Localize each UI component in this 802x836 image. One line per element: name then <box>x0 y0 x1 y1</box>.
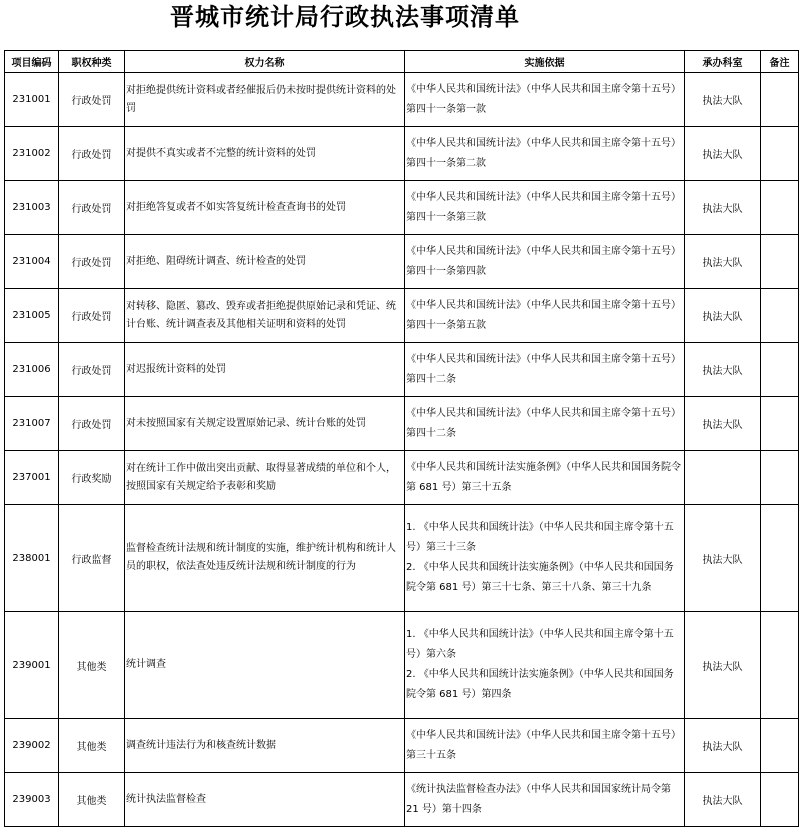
remarks <box>761 289 799 343</box>
responsible-office <box>685 451 761 505</box>
table-row <box>5 181 799 235</box>
remarks <box>761 773 799 827</box>
authority-kind: 行政处罚 <box>59 343 125 397</box>
responsible-office: 执法大队 <box>685 773 761 827</box>
responsible-office: 执法大队 <box>685 397 761 451</box>
item-code: 231006 <box>5 343 59 397</box>
table-row <box>5 719 799 773</box>
legal-basis <box>405 451 685 505</box>
responsible-office: 执法大队 <box>685 612 761 719</box>
authority-kind: 其他类 <box>59 719 125 773</box>
authority-kind: 行政监督 <box>59 505 125 612</box>
legal-basis-line: 《中华人民共和国统计法》（中华人民共和国主席令第十五号）第三十五条 <box>406 729 681 761</box>
page-title: 晋城市统计局行政执法事项清单 <box>170 2 520 31</box>
authority-name: 对拒绝提供统计资料或者经催报后仍未按时提供统计资料的处罚 <box>125 73 405 127</box>
authority-name: 对拒绝答复或者不如实答复统计检查查询书的处罚 <box>125 181 405 235</box>
legal-basis <box>405 127 685 181</box>
remarks <box>761 505 799 612</box>
authority-name: 对转移、隐匿、篡改、毁弃或者拒绝提供原始记录和凭证、统计台账、统计调查表及其他相关证明和资料的处罚 <box>125 289 405 343</box>
table-row <box>5 127 799 181</box>
responsible-office: 执法大队 <box>685 181 761 235</box>
item-code: 231007 <box>5 397 59 451</box>
item-code: 231004 <box>5 235 59 289</box>
legal-basis <box>405 181 685 235</box>
header-office: 承办科室 <box>685 51 761 73</box>
responsible-office: 执法大队 <box>685 235 761 289</box>
legal-basis-line: 《中华人民共和国统计法》（中华人民共和国主席令第十五号）第四十一条第二款 <box>406 137 681 169</box>
responsible-office: 执法大队 <box>685 289 761 343</box>
table-header-row <box>5 51 799 73</box>
header-note: 备注 <box>761 51 799 73</box>
table-row <box>5 235 799 289</box>
table-row <box>5 612 799 719</box>
table-row <box>5 343 799 397</box>
item-code: 239002 <box>5 719 59 773</box>
legal-basis-line: 1. 《中华人民共和国统计法》（中华人民共和国主席令第十五号）第三十三条 <box>406 522 674 553</box>
legal-basis-line: 《中华人民共和国统计法》（中华人民共和国主席令第十五号）第四十一条第一款 <box>406 83 681 115</box>
authority-name: 对未按照国家有关规定设置原始记录、统计台账的处罚 <box>125 397 405 451</box>
legal-basis-line: 《中华人民共和国统计法》（中华人民共和国主席令第十五号）第四十二条 <box>406 407 681 439</box>
item-code: 231005 <box>5 289 59 343</box>
item-code: 231003 <box>5 181 59 235</box>
header-name: 权力名称 <box>125 51 405 73</box>
legal-basis-line: 《中华人民共和国统计法实施条例》（中华人民共和国国务院令第 681 号）第三十五条 <box>406 461 681 493</box>
responsible-office: 执法大队 <box>685 127 761 181</box>
enforcement-items-table <box>4 50 799 827</box>
authority-name: 监督检查统计法规和统计制度的实施，维护统计机构和统计人员的职权，依法查处违反统计法规和统计制度的行为 <box>125 505 405 612</box>
legal-basis <box>405 505 685 612</box>
authority-name: 对在统计工作中做出突出贡献、取得显著成绩的单位和个人，按照国家有关规定给予表彰和奖励 <box>125 451 405 505</box>
authority-name: 对提供不真实或者不完整的统计资料的处罚 <box>125 127 405 181</box>
legal-basis-line: 《统计执法监督检查办法》（中华人民共和国国家统计局令第 21 号）第十四条 <box>406 783 671 815</box>
authority-kind: 行政处罚 <box>59 181 125 235</box>
legal-basis <box>405 612 685 719</box>
remarks <box>761 181 799 235</box>
item-code: 239001 <box>5 612 59 719</box>
remarks <box>761 397 799 451</box>
remarks <box>761 73 799 127</box>
legal-basis <box>405 343 685 397</box>
table-row <box>5 451 799 505</box>
remarks <box>761 235 799 289</box>
legal-basis-line: 2. 《中华人民共和国统计法实施条例》（中华人民共和国国务院令第 681 号）第三十七条、第三十八条、第三十九条 <box>406 562 674 593</box>
table-row <box>5 397 799 451</box>
responsible-office: 执法大队 <box>685 73 761 127</box>
legal-basis <box>405 719 685 773</box>
legal-basis <box>405 773 685 827</box>
header-code: 项目编码 <box>5 51 59 73</box>
authority-kind: 其他类 <box>59 612 125 719</box>
header-basis: 实施依据 <box>405 51 685 73</box>
authority-kind: 行政处罚 <box>59 235 125 289</box>
legal-basis <box>405 289 685 343</box>
authority-name: 调查统计违法行为和核查统计数据 <box>125 719 405 773</box>
legal-basis-line: 《中华人民共和国统计法》（中华人民共和国主席令第十五号）第四十二条 <box>406 353 681 385</box>
remarks <box>761 612 799 719</box>
legal-basis-line: 《中华人民共和国统计法》（中华人民共和国主席令第十五号）第四十一条第五款 <box>406 299 681 331</box>
authority-kind: 行政处罚 <box>59 397 125 451</box>
remarks <box>761 343 799 397</box>
authority-kind: 其他类 <box>59 773 125 827</box>
item-code: 238001 <box>5 505 59 612</box>
item-code: 237001 <box>5 451 59 505</box>
legal-basis <box>405 73 685 127</box>
item-code: 231002 <box>5 127 59 181</box>
item-code: 231001 <box>5 73 59 127</box>
authority-kind: 行政奖励 <box>59 451 125 505</box>
header-kind: 职权种类 <box>59 51 125 73</box>
remarks <box>761 451 799 505</box>
legal-basis-line: 2. 《中华人民共和国统计法实施条例》（中华人民共和国国务院令第 681 号）第四条 <box>406 669 674 700</box>
legal-basis-line: 1. 《中华人民共和国统计法》（中华人民共和国主席令第十五号）第六条 <box>406 629 674 660</box>
remarks <box>761 719 799 773</box>
authority-name: 对拒绝、阻碍统计调查、统计检查的处罚 <box>125 235 405 289</box>
legal-basis <box>405 397 685 451</box>
item-code: 239003 <box>5 773 59 827</box>
authority-name: 对迟报统计资料的处罚 <box>125 343 405 397</box>
authority-kind: 行政处罚 <box>59 73 125 127</box>
legal-basis-line: 《中华人民共和国统计法》（中华人民共和国主席令第十五号）第四十一条第四款 <box>406 245 681 277</box>
authority-name: 统计调查 <box>125 612 405 719</box>
authority-name: 统计执法监督检查 <box>125 773 405 827</box>
table-row <box>5 773 799 827</box>
authority-kind: 行政处罚 <box>59 127 125 181</box>
responsible-office: 执法大队 <box>685 343 761 397</box>
legal-basis <box>405 235 685 289</box>
authority-kind: 行政处罚 <box>59 289 125 343</box>
table-row <box>5 289 799 343</box>
table-row <box>5 73 799 127</box>
responsible-office: 执法大队 <box>685 505 761 612</box>
legal-basis-line: 《中华人民共和国统计法》（中华人民共和国主席令第十五号）第四十一条第三款 <box>406 191 681 223</box>
remarks <box>761 127 799 181</box>
responsible-office: 执法大队 <box>685 719 761 773</box>
table-row <box>5 505 799 612</box>
